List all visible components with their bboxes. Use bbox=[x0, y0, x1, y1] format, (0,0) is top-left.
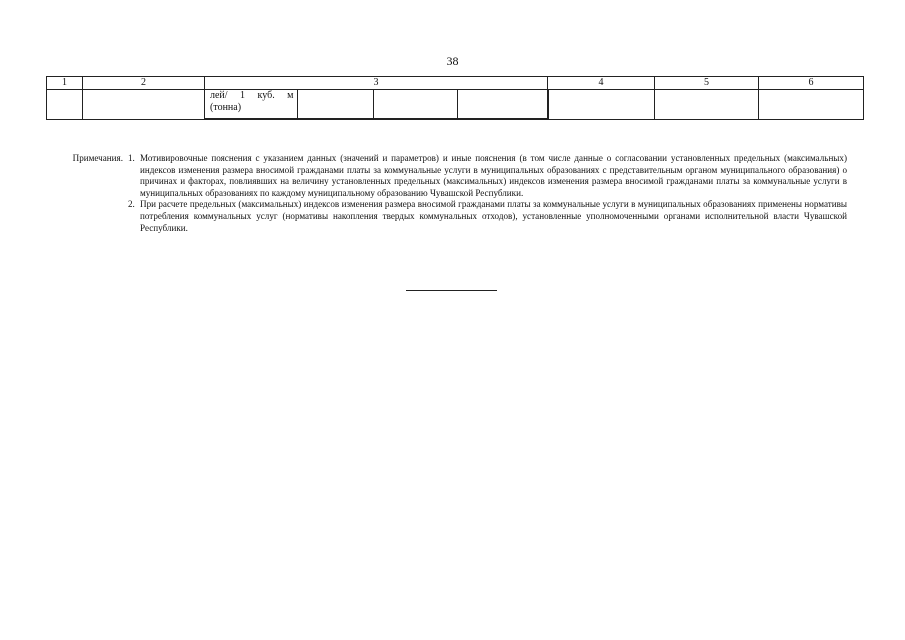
column-header-3: 3 bbox=[205, 77, 548, 90]
table-cell bbox=[457, 90, 548, 119]
table-cell bbox=[548, 90, 655, 120]
column-header-5: 5 bbox=[655, 77, 759, 90]
end-divider bbox=[406, 290, 497, 291]
column-header-4: 4 bbox=[548, 77, 655, 90]
table-cell bbox=[47, 90, 83, 120]
note-item-1 bbox=[60, 153, 847, 199]
indices-table bbox=[46, 76, 864, 120]
table-cell bbox=[83, 90, 205, 120]
note-text: При расчете предельных (максимальных) индексов изменения размера вносимой гражданами платы за коммунальные услуги в муниципальных образованиях применены нормативы потребления коммунальных услуг (нормативы накопления твердых коммунальных отходов), установленные уполномоченными органами исполнительной власти Чувашской Республики. bbox=[140, 199, 847, 233]
units-subtable bbox=[205, 90, 549, 119]
notes-label: Примечания. bbox=[72, 153, 123, 163]
table-row bbox=[47, 90, 864, 120]
table-cell bbox=[297, 90, 373, 119]
table-cell-units bbox=[205, 90, 548, 120]
table-header-row bbox=[47, 77, 864, 90]
unit-line-2: (тонна) bbox=[210, 102, 242, 113]
unit-line-1: лей/ 1 куб. м bbox=[210, 90, 294, 101]
note-item-2 bbox=[60, 199, 847, 234]
unit-cell bbox=[205, 90, 297, 119]
note-number: 1. bbox=[128, 153, 135, 163]
column-header-2: 2 bbox=[83, 77, 205, 90]
table-cell bbox=[373, 90, 457, 119]
column-header-6: 6 bbox=[759, 77, 864, 90]
notes-section bbox=[60, 153, 847, 234]
table-cell bbox=[655, 90, 759, 120]
column-header-1: 1 bbox=[47, 77, 83, 90]
page-number: 38 bbox=[446, 54, 459, 68]
table-cell bbox=[759, 90, 864, 120]
note-number: 2. bbox=[128, 199, 135, 210]
note-text: Мотивировочные пояснения с указанием данных (значений и параметров) и иные пояснения (в том числе данные о согласовании установленных предельных (максимальных) индексов изменения размера вносимой гражданами платы за коммунальные услуги в муниципальных образованиях с представительным органом муниципального образования) о причинах и факторах, повлиявших на величину установленных предельных (максимальных) индексов изменения размера вносимой гражданами платы за коммунальные услуги в муниципальных образованиях по каждому муниципальному образованию Чувашской Республики. bbox=[140, 153, 847, 198]
